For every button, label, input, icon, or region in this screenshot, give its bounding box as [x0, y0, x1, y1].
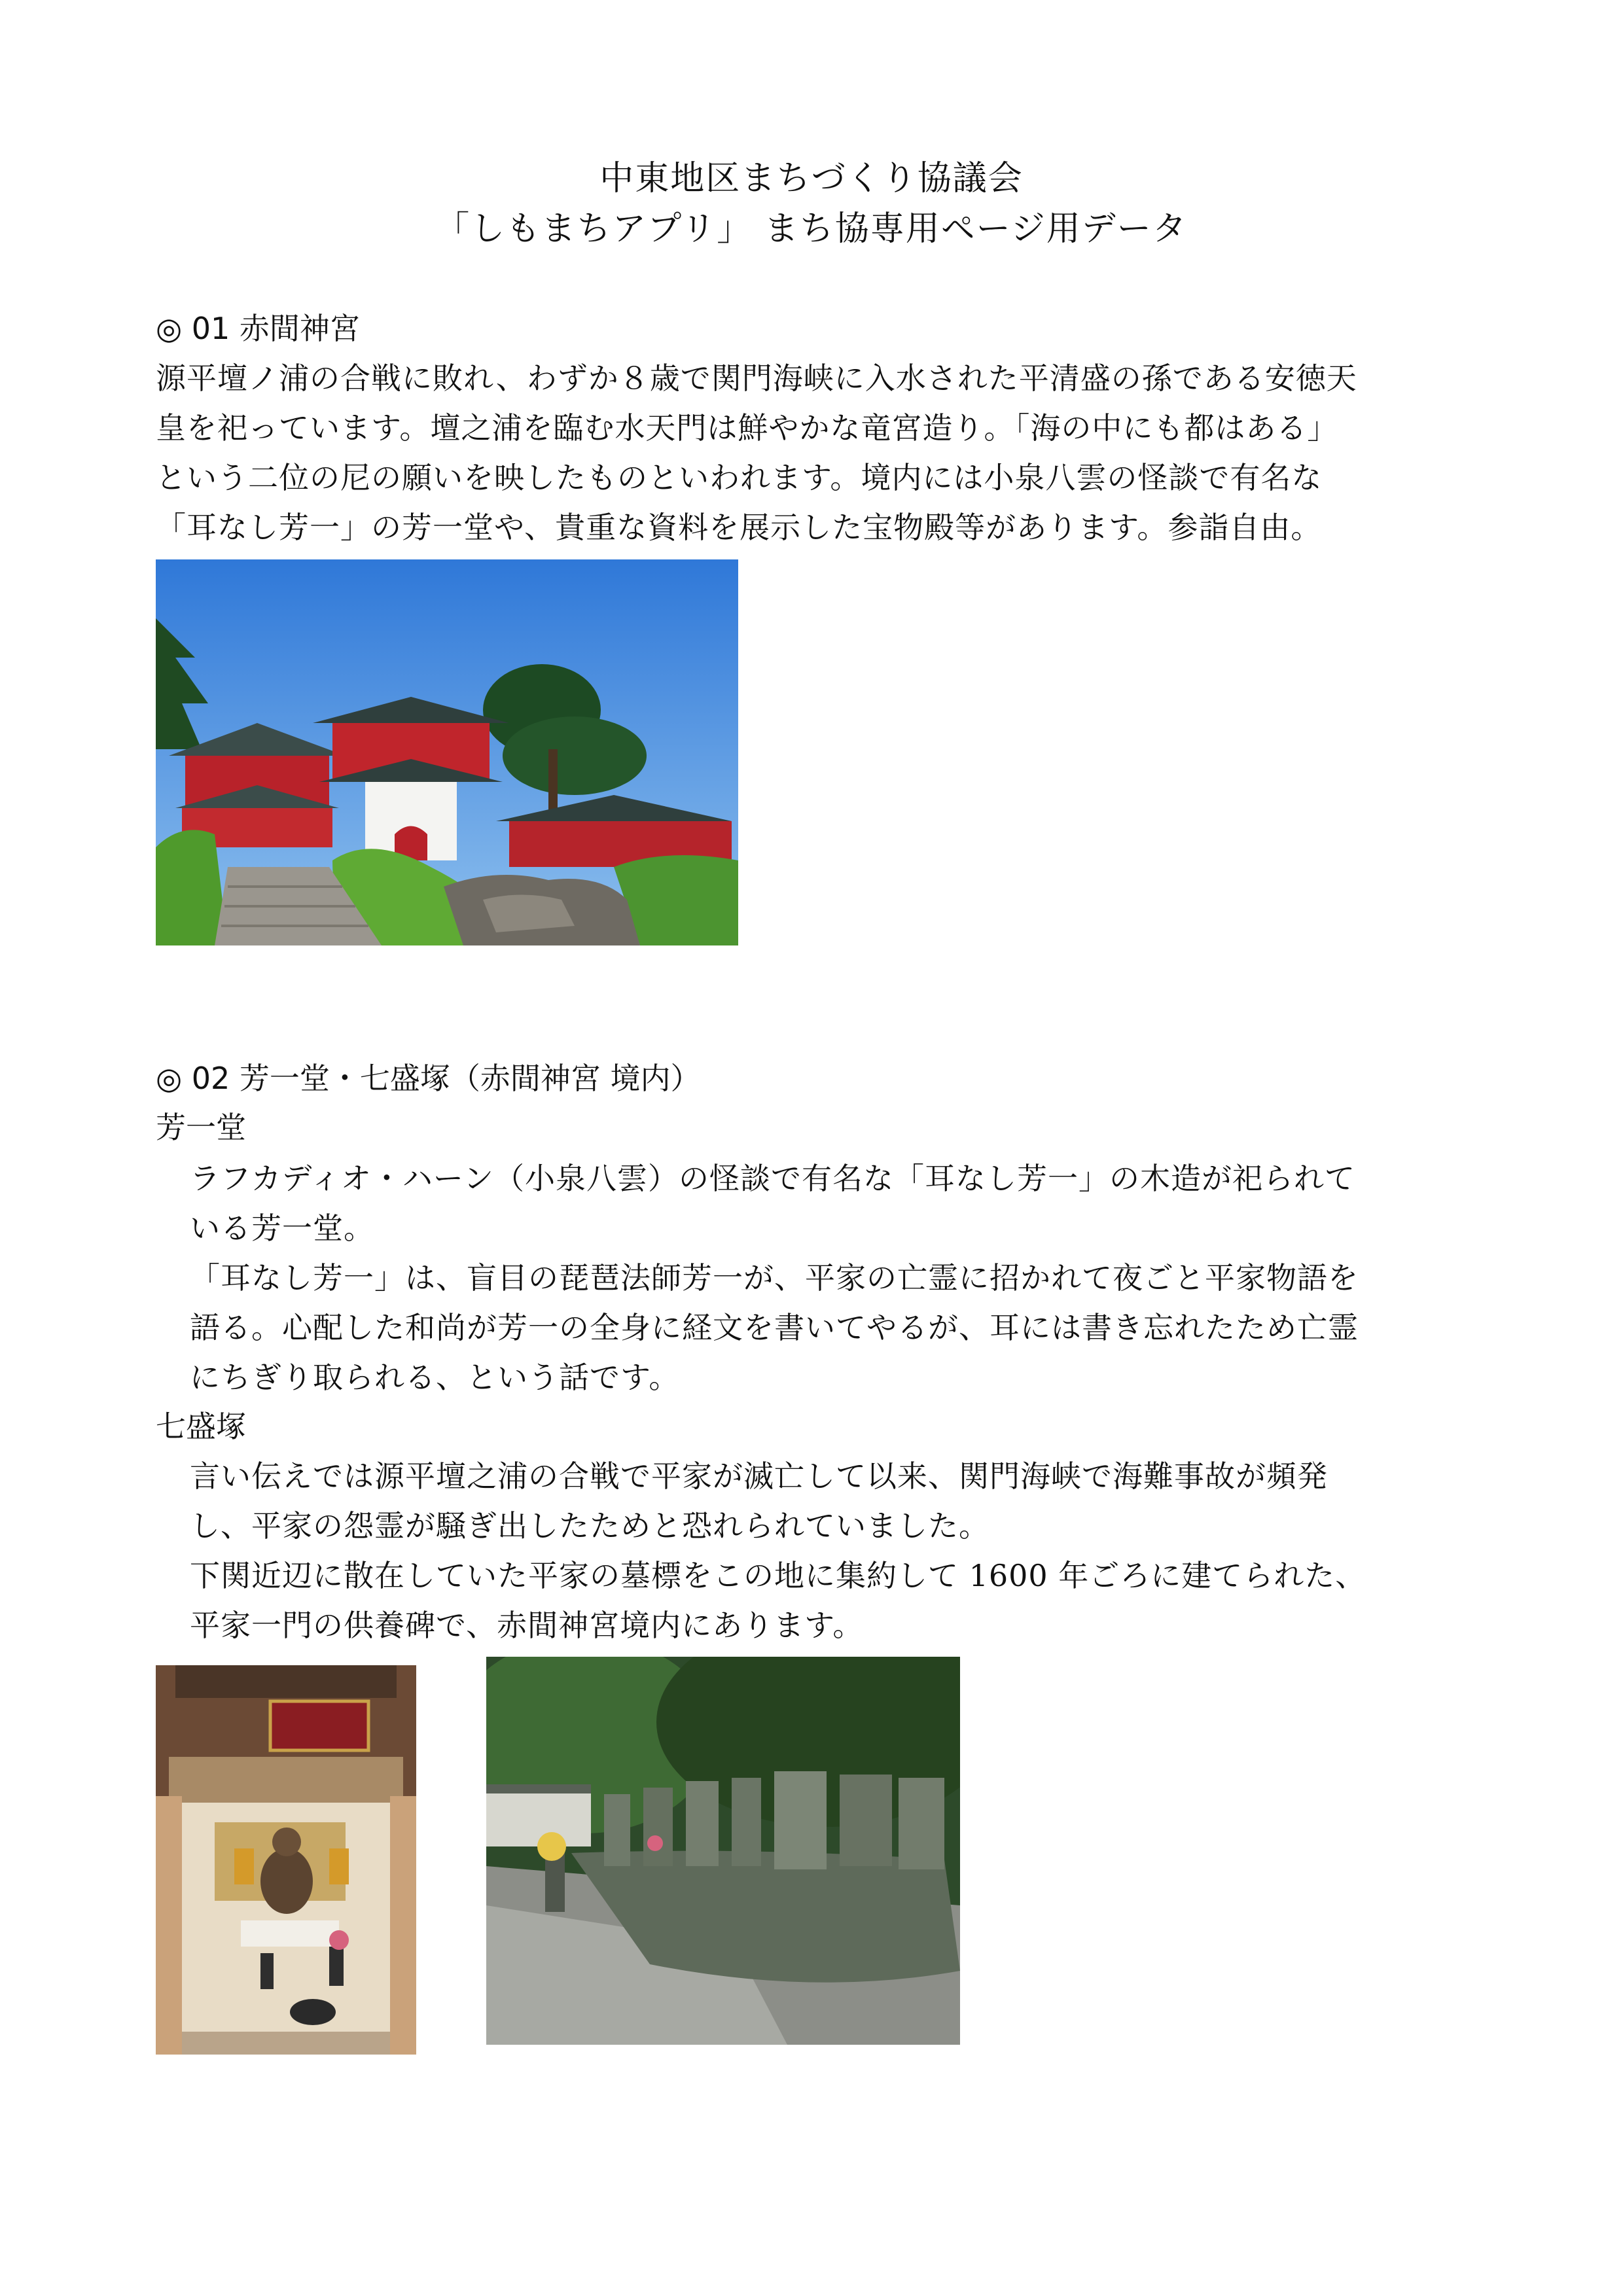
section1-line: 「耳なし芳一」の芳一堂や、貴重な資料を展示した宝物殿等があります。参詣自由。	[156, 510, 1322, 545]
section1-line: という二位の尼の願いを映したものといわれます。境内には小泉八雲の怪談で有名な	[156, 460, 1323, 495]
hoichido-line: 語る。心配した和尚が芳一の全身に経文を書いてやるが、耳には書き忘れたため亡霊	[190, 1310, 1359, 1345]
hoichido-line: ラフカディオ・ハーン（小泉八雲）の怪談で有名な「耳なし芳一」の木造が祀られて	[190, 1161, 1355, 1196]
document-title-line2: 「しもまちアプリ」 まち協専用ページ用データ	[435, 209, 1188, 249]
section1-heading: ◎ 01 赤間神宮	[156, 311, 360, 346]
nanamorizuka-line: 下関近辺に散在していた平家の墓標をこの地に集約して 1600 年ごろに建てられた、	[190, 1558, 1366, 1593]
hoichido-body	[190, 1154, 1466, 1402]
nanamorizuka-line: し、平家の怨霊が騒ぎ出したためと恐れられていました。	[190, 1508, 990, 1544]
nanamorizuka-label: 七盛塚	[156, 1409, 246, 1444]
hoichido-line: いる芳一堂。	[190, 1210, 374, 1246]
hoichido-line: にちぎり取られる、という話です。	[190, 1360, 680, 1395]
section1-line: 源平壇ノ浦の合戦に敗れ、わずか８歳で関門海峡に入水された平清盛の孫である安徳天	[156, 361, 1357, 396]
hoichido-line: 「耳なし芳一」は、盲目の琵琶法師芳一が、平家の亡霊に招かれて夜ごと平家物語を	[190, 1260, 1359, 1296]
nanamorizuka-line: 平家一門の供養碑で、赤間神宮境内にあります。	[190, 1608, 864, 1643]
hoichido-label: 芳一堂	[156, 1110, 246, 1145]
nanamorizuka-photo	[486, 1657, 960, 2045]
section2-heading: ◎ 02 芳一堂・七盛塚（赤間神宮 境内）	[156, 1061, 701, 1096]
document-title-line1: 中東地区まちづくり協議会	[599, 159, 1024, 198]
section1-body	[156, 353, 1478, 552]
nanamorizuka-line: 言い伝えでは源平壇之浦の合戦で平家が滅亡して以来、関門海峡で海難事故が頻発	[190, 1458, 1328, 1494]
akama-shrine-photo	[156, 559, 738, 945]
hoichido-photo	[156, 1665, 416, 2055]
section1-line: 皇を祀っています。壇之浦を臨む水天門は鮮やかな竜宮造り。「海の中にも都はある」	[156, 410, 1338, 446]
nanamorizuka-body	[190, 1451, 1466, 1650]
